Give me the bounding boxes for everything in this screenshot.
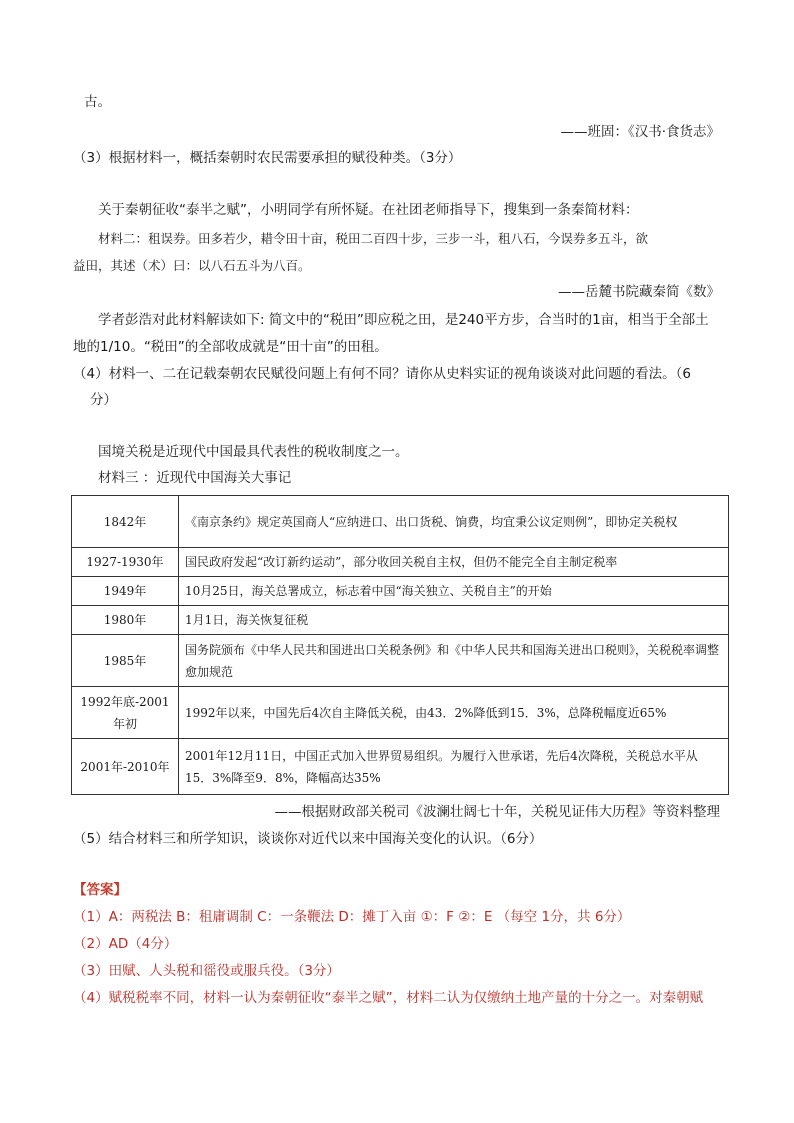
- year-cell: 2001年-2010年: [72, 739, 179, 795]
- year-cell: 1980年: [72, 606, 179, 635]
- answer-label: 【答案】: [73, 882, 127, 898]
- intro-material-3: 国境关税是近现代中国最具代表性的税收制度之一。: [98, 444, 409, 460]
- year-cell: 1949年: [72, 577, 179, 606]
- event-cell: 国民政府发起“改订新约运动”，部分收回关税自主权，但仍不能完全自主制定税率: [179, 548, 729, 577]
- table-row: [72, 496, 729, 548]
- event-cell: 1月1日，海关恢复征税: [179, 606, 729, 635]
- answer-1: （1）A：两税法 B：租庸调制 C：一条鞭法 D：摊丁入亩 ①：F ②：E （每空 1分，共 6分）: [73, 909, 631, 925]
- table-row: [72, 635, 729, 687]
- table-row: [72, 739, 729, 795]
- answer-2: （2）AD（4分）: [73, 936, 178, 952]
- year-cell: 1927-1930年: [72, 548, 179, 577]
- material-2-line-1: 材料二：租误券。田多若少，耤令田十亩，税田二百四十步，三步一斗，租八石，今误券多五斗，欲: [98, 231, 649, 246]
- event-cell: 1992年以来，中国先后4次自主降低关税，由43．2%降低到15．3%，总降税幅度近65%: [179, 687, 729, 739]
- year-cell: 1842年: [72, 496, 179, 548]
- material-2-line-2: 益田，其述（术）曰：以八石五斗为八百。: [73, 258, 311, 273]
- scholar-paragraph-line-2: 地的1/10。“税田”的全部收成就是“田十亩”的田租。: [73, 339, 388, 355]
- source-yuelu: ——岳麓书院藏秦简《数》: [558, 284, 720, 300]
- event-cell: 《南京条约》规定英国商人“应纳进口、出口货税、饷费，均宜秉公议定则例”，即协定关税权: [179, 496, 729, 548]
- answer-3: （3）田赋、人头税和徭役或服兵役。（3分）: [73, 963, 340, 979]
- question-3: （3）根据材料一，概括秦朝时农民需要承担的赋役种类。（3分）: [73, 150, 462, 166]
- top-fragment: 古。: [84, 94, 111, 110]
- answer-4: （4）赋税税率不同，材料一认为秦朝征收“泰半之赋”，材料二认为仅缴纳土地产量的十分之一。对秦朝赋: [73, 990, 704, 1006]
- event-cell: 国务院颁布《中华人民共和国进出口关税条例》和《中华人民共和国海关进出口税则》，关税税率调整愈加规范: [179, 635, 729, 687]
- scholar-paragraph-line-1: 学者彭浩对此材料解读如下: 简文中的“税田”即应税之田，是240平方步，合当时的1亩，相当于全部土: [98, 312, 709, 328]
- year-cell: 1992年底-2001年初: [72, 687, 179, 739]
- table-row: [72, 548, 729, 577]
- source-customs: ——根据财政部关税司《波澜壮阔七十年，关税见证伟大历程》等资料整理: [274, 804, 720, 820]
- event-cell: 2001年12月11日，中国正式加入世界贸易组织。为履行入世承诺，先后4次降税，关税总水平从15．3%降至9．8%，降幅高达35%: [179, 739, 729, 795]
- intro-material-2: 关于秦朝征收“泰半之赋”，小明同学有所怀疑。在社团老师指导下，搜集到一条秦简材料：: [98, 202, 639, 218]
- year-cell: 1985年: [72, 635, 179, 687]
- material-3-title: 材料三 ：近现代中国海关大事记: [98, 470, 292, 486]
- event-cell: 10月25日，海关总署成立，标志着中国“海关独立、关税自主”的开始: [179, 577, 729, 606]
- customs-events-table: [71, 495, 729, 795]
- question-4-line-1: （4）材料一、二在记载秦朝农民赋役问题上有何不同？请你从史料实证的视角谈谈对此问题的看法。（6: [73, 366, 691, 382]
- question-5: （5）结合材料三和所学知识，谈谈你对近代以来中国海关变化的认识。（6分）: [73, 831, 543, 847]
- table-row: [72, 687, 729, 739]
- table-row: [72, 577, 729, 606]
- table-row: [72, 606, 729, 635]
- source-hanshu: ——班固：《汉书·食货志》: [560, 124, 720, 140]
- question-4-line-2: 分）: [90, 392, 117, 408]
